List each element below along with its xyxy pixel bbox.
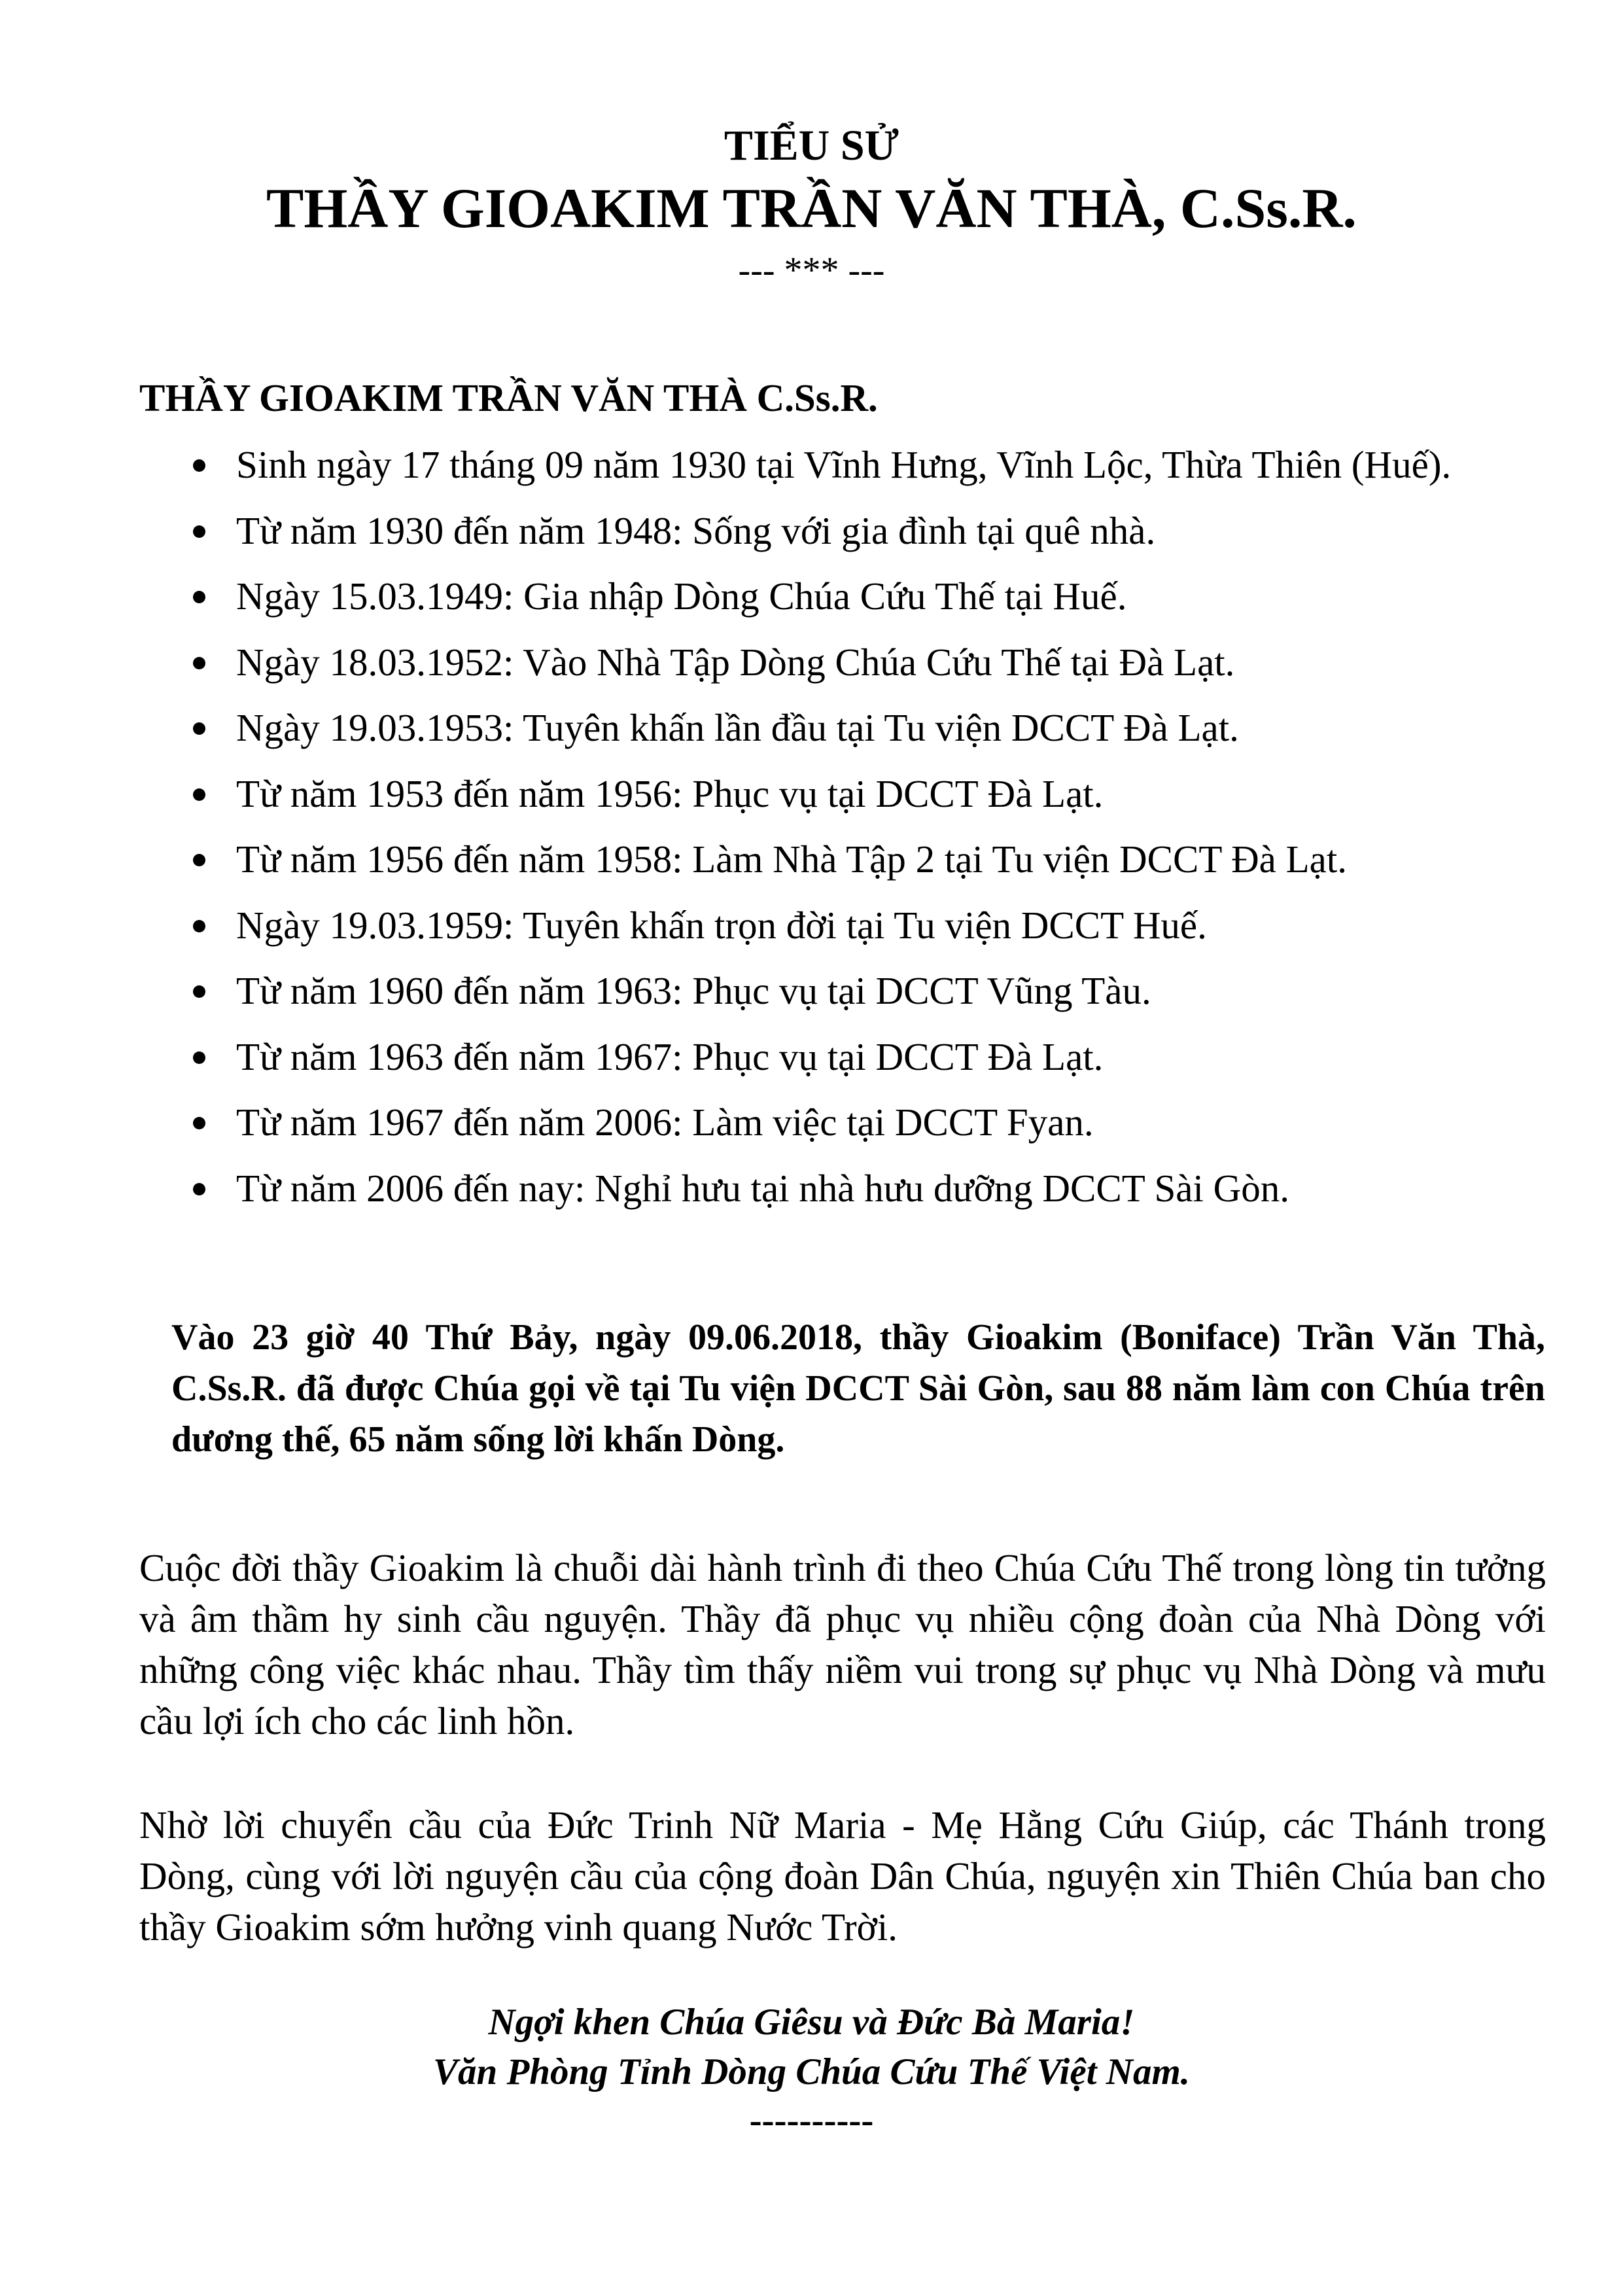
bio-item [139,506,1451,572]
closing-praise: Ngợi khen Chúa Giêsu và Đức Bà Maria! [488,2002,1135,2043]
bio-item [139,440,1451,506]
bullet-icon [193,920,205,932]
life-paragraph: Cuộc đời thầy Gioakim là chuỗi dài hành trình đi theo Chúa Cứu Thế trong lòng tin tưởng và âm thầm hy sinh cầu nguyện. Thầy đã phục vụ nhiều cộng đoàn của Nhà Dòng với những công việc khác nhau. Thầy tìm thấy niềm vui trong sự phục vụ Nhà Dòng và mưu cầu lợi ích cho các linh hồn. [139,1546,1546,1742]
bio-item [139,966,1451,1032]
document-subtitle: TIỂU SỬ [724,122,899,169]
bio-item [139,571,1451,637]
bullet-icon [193,657,205,669]
bio-item-text: Ngày 19.03.1959: Tuyên khấn trọn đời tại Tu viện DCCT Huế. [236,903,1207,947]
bio-item-text: Từ năm 1963 đến năm 1967: Phục vụ tại DCCT Đà Lạt. [236,1034,1104,1078]
bio-item [139,637,1451,703]
bio-item-text: Ngày 18.03.1952: Vào Nhà Tập Dòng Chúa Cứu Thế tại Đà Lạt. [236,640,1235,684]
bio-item-text: Từ năm 1967 đến năm 2006: Làm việc tại DCCT Fyan. [236,1101,1094,1144]
bullet-icon [193,591,205,603]
bio-item [139,834,1451,900]
bio-item [139,1163,1451,1229]
death-announcement: Vào 23 giờ 40 Thứ Bảy, ngày 09.06.2018, thầy Gioakim (Boniface) Trần Văn Thà, C.Ss.R. đã được Chúa gọi về tại Tu viện DCCT Sài Gòn, sau 88 năm làm con Chúa trên dương thế, 65 năm sống lời khấn Dòng. [171,1317,1545,1460]
bio-heading: THẦY GIOAKIM TRẦN VĂN THÀ C.Ss.R. [139,376,878,419]
prayer-paragraph: Nhờ lời chuyển cầu của Đức Trinh Nữ Maria - Mẹ Hằng Cứu Giúp, các Thánh trong Dòng, cùng với lời nguyện cầu của cộng đoàn Dân Chúa, nguyện xin Thiên Chúa ban cho thầy Gioakim sớm hưởng vinh quang Nước Trời. [139,1803,1546,1949]
bio-item-text: Từ năm 1960 đến năm 1963: Phục vụ tại DCCT Vũng Tàu. [236,969,1151,1012]
bullet-icon [193,1051,205,1064]
bullet-icon [193,985,205,998]
bio-item-text: Từ năm 1956 đến năm 1958: Làm Nhà Tập 2 tại Tu viện DCCT Đà Lạt. [236,838,1347,881]
bullet-icon [193,1183,205,1195]
bio-item [139,1032,1451,1098]
bio-item-text: Từ năm 2006 đến nay: Nghỉ hưu tại nhà hưu dưỡng DCCT Sài Gòn. [236,1166,1289,1210]
document-title: THẦY GIOAKIM TRẦN VĂN THÀ, C.Ss.R. [266,177,1357,239]
bullet-icon [193,788,205,801]
closing-signature: Văn Phòng Tỉnh Dòng Chúa Cứu Thế Việt Nam. [432,2051,1191,2093]
end-separator: ---------- [749,2100,874,2141]
bullet-icon [193,722,205,735]
bio-item-text: Ngày 19.03.1953: Tuyên khấn lần đầu tại Tu viện DCCT Đà Lạt. [236,706,1239,749]
bio-item [139,1097,1451,1163]
bullet-icon [193,854,205,866]
bio-item-text: Từ năm 1930 đến năm 1948: Sống với gia đình tại quê nhà. [236,508,1156,552]
bio-timeline-list [139,440,1451,1229]
title-separator: --- *** --- [738,250,885,291]
bio-item [139,703,1451,769]
bio-item [139,900,1451,966]
bio-item [139,769,1451,835]
bio-item-text: Ngày 15.03.1949: Gia nhập Dòng Chúa Cứu Thế tại Huế. [236,574,1127,618]
bio-item-text: Từ năm 1953 đến năm 1956: Phục vụ tại DCCT Đà Lạt. [236,771,1104,815]
bio-item-text: Sinh ngày 17 tháng 09 năm 1930 tại Vĩnh Hưng, Vĩnh Lộc, Thừa Thiên (Huế). [236,443,1452,486]
bullet-icon [193,1117,205,1129]
bullet-icon [193,459,205,472]
bullet-icon [193,525,205,538]
